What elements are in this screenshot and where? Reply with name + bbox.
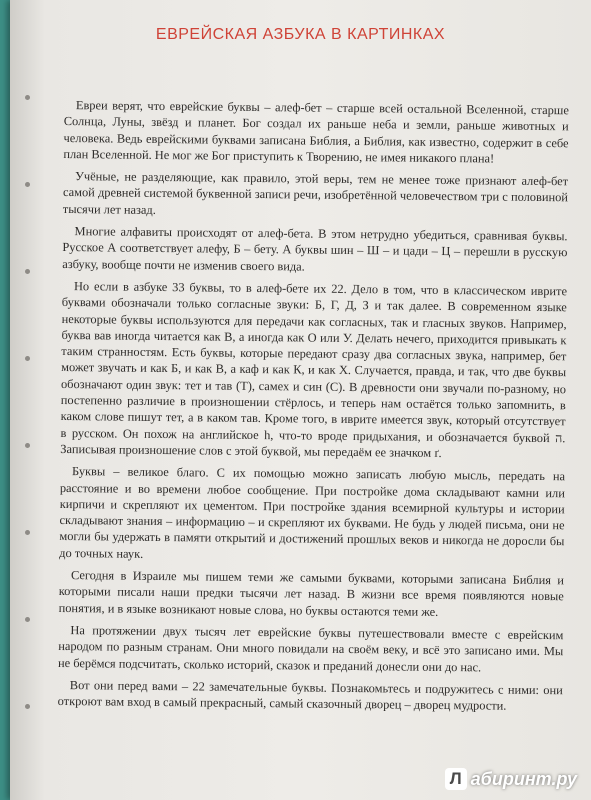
- running-header: ЕВРЕЙСКАЯ АЗБУКА В КАРТИНКАХ: [155, 26, 446, 43]
- binding-hole: [25, 704, 30, 709]
- paragraph: Учёные, не разделяющие, как правило, этой веры, тем не менее тоже признают алеф-бет самой древней системой буквенной записи речи, изобретённой человечеством три с половиной тысячи лет назад.: [62, 169, 569, 217]
- paragraph: Многие алфавиты происходят от алеф-бета. В этом нетрудно убедиться, сравнивая буквы. Русское А соответствует алефу, Б – бету. А буквы шин – Ш – и цади – Ц – перешли в русскую азбуку, вообще почти не изменив своего вида.: [62, 224, 568, 274]
- paragraph: Вот они перед вами – 22 замечательные буквы. Познакомьтесь и подружитесь с ними: они откроют вам вход в самый прекрасный, самый сказочный дворец – дворец мудрости.: [57, 677, 563, 713]
- body-text: [58, 97, 569, 721]
- binding-hole: [25, 182, 30, 187]
- paragraph: Но если в азбуке 33 буквы, то в алеф-бете их 22. Дело в том, что в классическом иврите буквами обозначали только согласные звуки: Б, Г, Д, З и так далее. В современном языке некоторые буквы используются для передачи как согласных, так и гласных звуков. Например, буква вав иногда читается как В, а иногда как О или У. Делать нечего, приходится привыкать к таким странностям. Есть буквы, которые передают сразу два согласных звука, например, бет может звучать и как Б, и как В, а каф и как К, и как Х. Случается, правда, и так, что две буквы обозначают один звук: тет и тав (Т), самех и син (С). В древности они звучали по-разному, но постепенно различие в произношении стёрлось, и теперь нам остаётся только запомнить, в каком слове пишут тет, а в каком тав. Кроме того, в иврите имеется звук, который отсутствует в русском. Он похож на английское h, что-то вроде придыхания, и обозначается буквой ה. Записывая произношение слов с этой буквой, мы передаём ее значком ґ.: [60, 279, 568, 460]
- binding-holes: [25, 0, 31, 800]
- labirint-watermark: [445, 766, 577, 792]
- book-page: [10, 0, 591, 800]
- watermark-text: абиринт.ру: [470, 768, 577, 789]
- labirint-logo-icon: Л: [445, 768, 467, 790]
- binding-hole: [25, 617, 30, 622]
- binding-hole: [25, 95, 30, 100]
- binding-hole: [25, 443, 30, 448]
- binding-hole: [25, 269, 30, 274]
- paragraph: Евреи верят, что еврейские буквы – алеф-бет – старше всей остальной Вселенной, старше Солнца, Луны, звёзд и планет. Бог создал их раньше неба и земли, раньше животных и человека. Ведь еврейскими буквами записана Библия, а Библия, как известно, содержит в себе план Вселенной. Не мог же Бог приступить к Творению, не имея никакого плана!: [63, 98, 569, 166]
- binding-hole: [25, 356, 30, 361]
- paragraph: На протяжении двух тысяч лет еврейские буквы путешествовали вместе с еврейским народом по разным странам. Они много повидали на своём веку, и всё это записано ими. Мы не берёмся подсчитать, сколько историй, сказок и преданий донесли они до нас.: [58, 623, 564, 674]
- paragraph: Сегодня в Израиле мы пишем теми же самыми буквами, которыми записана Библия и которыми писали наши предки тысячи лет назад. В жизни все время появляются новые понятия, и в языке возникают новые слова, но буквы остаются теми же.: [58, 568, 565, 619]
- paragraph: Буквы – великое благо. С их помощью можно записать любую мысль, передать на расстояние и во времени любое сообщение. При постройке дома складывают камни или кирпичи и скрепляют их цементом. При постройке здания всемирной культуры и истории складывают знания – информацию – и скрепляют их буквами. Не будь у людей письма, они не могли бы удержать в памяти открытий и достижений прошлых веков и никогда не доросли бы до точных наук.: [59, 464, 566, 561]
- binding-hole: [25, 530, 30, 535]
